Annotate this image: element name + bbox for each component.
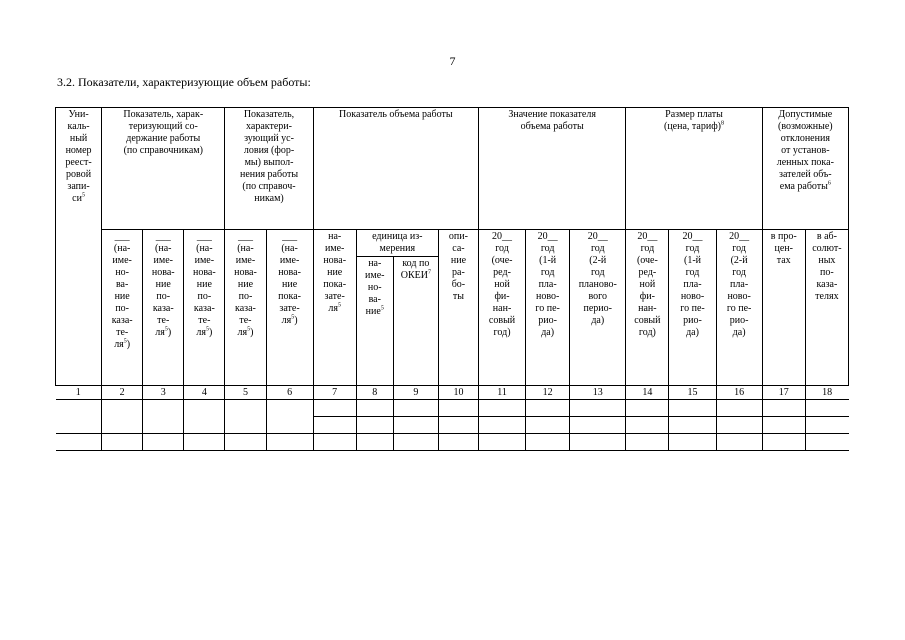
table-cell [570,417,626,434]
subheader-indicator-3: ___ (на- име- нова- ние по- каза- те- $ля^5$) [143,230,184,386]
header-deviations: Допустимые (возможные) отклонения от установ- ленных пока- зателей объ- ема работы$^6$ [762,108,848,230]
subheader-indicator-6: ___ (на- име- нова- ние пока- зате- $ля^5$) [266,230,313,386]
table-cell [626,417,669,434]
subheader-fee-year-current: 20__ год (оче- ред- ной фи- нан- совый год) [626,230,669,386]
column-number: 12 [526,386,570,400]
header-content-indicator: Показатель, харак- теризующий со- держание работы (по справочникам) [102,108,225,230]
table-cell [669,400,716,417]
column-number: 6 [266,386,313,400]
table-cell [438,417,478,434]
column-number: 10 [438,386,478,400]
table-cell [526,417,570,434]
table-cell [438,434,478,451]
table-cell [526,434,570,451]
table-cell [266,400,313,434]
table-cell [266,434,313,451]
table-cell [762,400,805,417]
table-row [56,434,849,451]
subheader-description: опи- са- ние ра- бо- ты [438,230,478,386]
header-volume-indicator: Показатель объема работы [313,108,478,230]
table-cell [805,417,848,434]
column-number: 7 [313,386,356,400]
subheader-year-first: 20__ год (1-й год пла- ново- го пе- рио- да) [526,230,570,386]
table-cell [184,434,225,451]
table-cell [313,417,356,434]
subheader-in-percent: в про- цен- тах [762,230,805,386]
table-cell [356,434,393,451]
table-cell [626,400,669,417]
header-volume-value: Значение показателя объема работы [478,108,625,230]
page-number: 7 [449,54,456,68]
table-cell [143,434,184,451]
table-cell [225,400,266,434]
table-cell [393,434,438,451]
header-fee-size: Размер платы (цена, тариф)$^8$ [626,108,762,230]
table-cell [478,434,525,451]
subheader-okei-code: код по ОКЕИ$^7$ [393,257,438,386]
header-conditions-indicator: Показатель, характери- зующий ус- ловия (фор- мы) выпол- нения работы (по справоч- никам) [225,108,313,230]
table-cell [102,434,143,451]
table-cell [356,417,393,434]
subheader-unit-name: на- име- но- ва- ние$^5$ [356,257,393,386]
column-number: 4 [184,386,225,400]
column-number: 1 [56,386,102,400]
column-number: 18 [805,386,848,400]
table-cell [313,400,356,417]
column-number: 5 [225,386,266,400]
table-cell [478,400,525,417]
subheader-volume-name: на- име- нова- ние пока- зате- $ля^5$ [313,230,356,386]
subheader-in-absolute: в аб- солют- ных по- каза- телях [805,230,848,386]
table-cell [626,434,669,451]
table-cell [526,400,570,417]
section-title: 3.2. Показатели, характеризующие объем работы: [57,75,311,89]
table-cell [762,434,805,451]
column-number: 9 [393,386,438,400]
table-cell [438,400,478,417]
table-cell [716,400,762,417]
table-cell [143,400,184,434]
column-number: 3 [143,386,184,400]
column-number: 2 [102,386,143,400]
column-number: 15 [669,386,716,400]
table-cell [669,434,716,451]
table-cell [313,434,356,451]
table-cell [56,434,102,451]
table-cell [478,417,525,434]
column-number: 13 [570,386,626,400]
column-number: 8 [356,386,393,400]
table-cell [184,400,225,434]
column-numbers-row [56,386,849,400]
column-number: 14 [626,386,669,400]
table-cell [805,400,848,417]
table-cell [102,400,143,434]
subheader-year-current: 20__ год (оче- ред- ной фи- нан- совый год) [478,230,525,386]
header-unique-number: Уни- каль- ный номер реест- ровой запи- $си^5$ [56,108,102,386]
table-cell [716,434,762,451]
table-cell [356,400,393,417]
table-cell [393,400,438,417]
table-cell [716,417,762,434]
subheader-indicator-4: ___ (на- име- нова- ние по- каза- те- $ля^5$) [184,230,225,386]
work-volume-table [55,107,849,451]
subheader-unit: единица из- мерения [356,230,438,257]
subheader-indicator-2: ___ (на- име- но- ва- ние по- каза- те- $ля^5$) [102,230,143,386]
subheader-year-second: 20__ год (2-й год планово- вого перио- да) [570,230,626,386]
column-number: 11 [478,386,525,400]
column-number: 16 [716,386,762,400]
table-cell [225,434,266,451]
table-cell [570,434,626,451]
table-cell [570,400,626,417]
table-cell [393,417,438,434]
table-cell [669,417,716,434]
column-number: 17 [762,386,805,400]
subheader-fee-year-second: 20__ год (2-й год пла- ново- го пе- рио- да) [716,230,762,386]
table-row [56,400,849,417]
table-cell [805,434,848,451]
subheader-fee-year-first: 20__ год (1-й год пла- ново- го пе- рио- да) [669,230,716,386]
table-cell [762,417,805,434]
subheader-indicator-5: ___ (на- име- нова- ние по- каза- те- $ля^5$) [225,230,266,386]
table-cell [56,400,102,434]
